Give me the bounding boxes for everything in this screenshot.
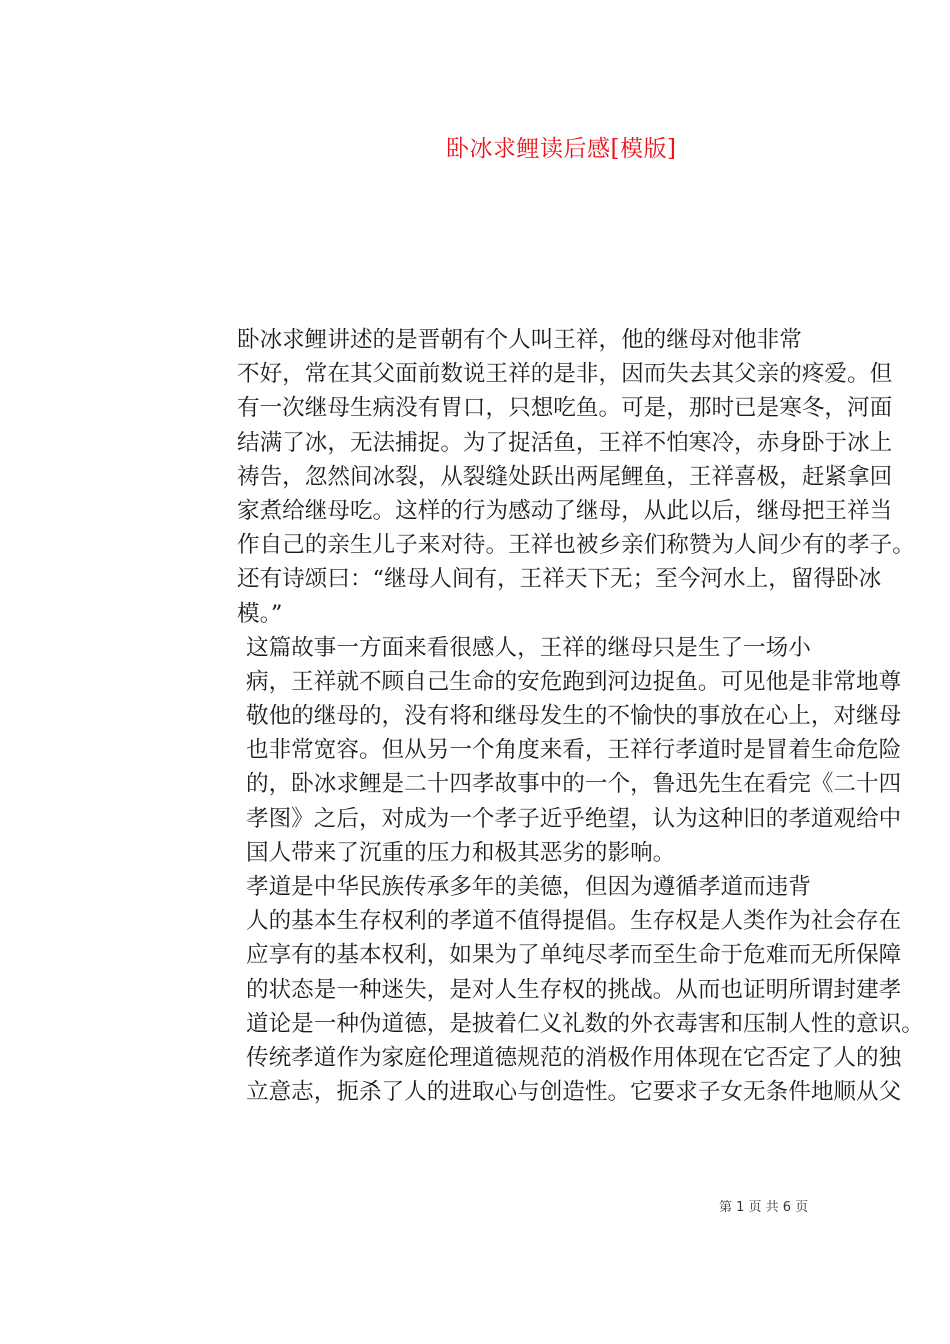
text-line: 模。”	[237, 600, 283, 627]
text-line: 结满了冰，无法捕捉。为了捉活鱼，王祥不怕寒冷，赤身卧于冰上	[237, 429, 893, 456]
text-line: 还有诗颂曰：“继母人间有，王祥天下无；至今河水上，留得卧冰	[237, 566, 882, 593]
text-line: 国人带来了沉重的压力和极其恶劣的影响。	[246, 839, 676, 866]
document-title: 卧冰求鲤读后感[模版]	[446, 136, 677, 162]
text-line: 的状态是一种迷失，是对人生存权的挑战。从而也证明所谓封建孝	[246, 976, 902, 1003]
text-line: 不好，常在其父面前数说王祥的是非，因而失去其父亲的疼爱。但	[237, 361, 893, 388]
text-line: 传统孝道作为家庭伦理道德规范的消极作用体现在它否定了人的独	[246, 1044, 902, 1071]
paragraph-1	[144, 323, 915, 631]
text-line: 敬他的继母的，没有将和继母发生的不愉快的事放在心上，对继母	[246, 703, 902, 730]
text-line: 病，王祥就不顾自己生命的安危跑到河边捉鱼。可见他是非常地尊	[246, 668, 902, 695]
text-line: 有一次继母生病没有胃口，只想吃鱼。可是，那时已是寒冬，河面	[237, 395, 893, 422]
text-line: 这篇故事一方面来看很感人，王祥的继母只是生了一场小	[246, 634, 811, 661]
text-line: 孝道是中华民族传承多年的美德，但因为遵循孝道而违背	[246, 874, 811, 900]
text-line: 也非常宽容。但从另一个角度来看，王祥行孝道时是冒着生命危险	[246, 737, 902, 764]
text-line: 应享有的基本权利，如果为了单纯尽孝而至生命于危难而无所保障	[246, 942, 902, 969]
text-line: 的，卧冰求鲤是二十四孝故事中的一个，鲁迅先生在看完《二十四	[246, 771, 902, 798]
text-line: 孝图》之后，对成为一个孝子近乎绝望，认为这种旧的孝道观给中	[246, 805, 902, 832]
text-line: 立意志，扼杀了人的进取心与创造性。它要求子女无条件地顺从父	[246, 1079, 902, 1106]
paragraph-2	[144, 631, 902, 870]
text-line: 祷告，忽然间冰裂，从裂缝处跃出两尾鲤鱼，王祥喜极，赶紧拿回	[237, 463, 893, 490]
text-line: 卧冰求鲤讲述的是晋朝有个人叫王祥，他的继母对他非常	[237, 327, 802, 353]
text-line: 作自己的亲生儿子来对待。王祥也被乡亲们称赞为人间少有的孝子。	[237, 532, 915, 559]
text-line: 道论是一种伪道德，是披着仁义礼数的外衣毒害和压制人性的意识。	[246, 1010, 924, 1037]
text-line: 家煮给继母吃。这样的行为感动了继母，从此以后，继母把王祥当	[237, 497, 893, 524]
page-number: 第 1 页 共 6 页	[719, 1200, 809, 1215]
paragraph-3	[144, 870, 924, 1109]
text-line: 人的基本生存权利的孝道不值得提倡。生存权是人类作为社会存在	[246, 908, 902, 935]
document-body	[144, 323, 924, 1109]
